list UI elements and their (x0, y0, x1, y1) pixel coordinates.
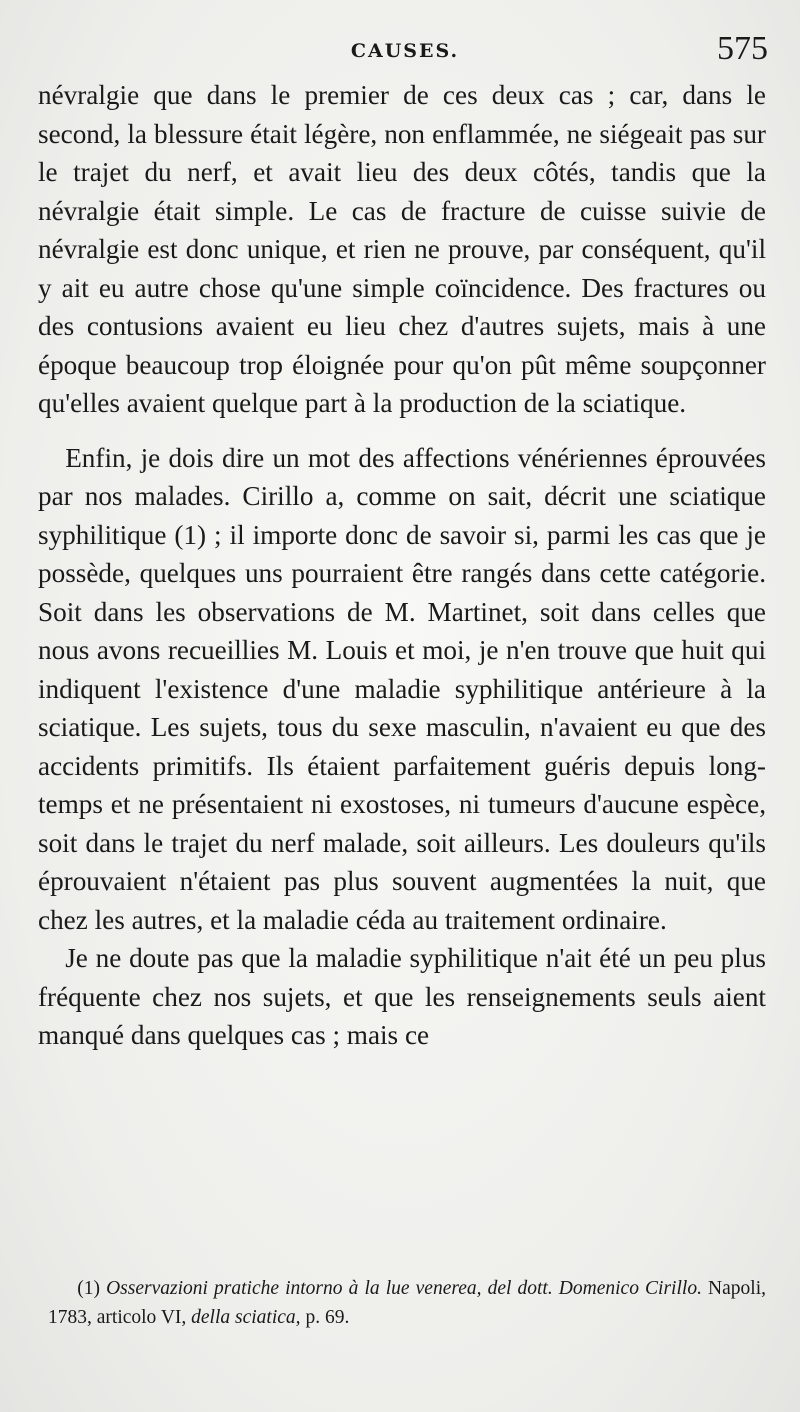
footnote-page: p. 69. (305, 1307, 350, 1328)
paragraph-syphilis-frequency: Je ne doute pas que la maladie syphilitique n'ait été un peu plus fréquente chez nos sujets, et que les renseignements seuls aient manqué dans quelques cas ; mais ce (38, 943, 766, 1050)
footnote-title: Osservazioni pratiche intorno à la lue venerea, del dott. Domenico Cirillo. (106, 1278, 702, 1299)
footnote-section: della sciatica, (191, 1307, 301, 1328)
footnote (48, 1274, 766, 1332)
footnote-publication: Napoli, 1783, articolo VI, (48, 1278, 766, 1328)
paragraph-continuation: névralgie que dans le premier de ces deux cas ; car, dans le second, la blessure était légère, non enflammée, ne siégeait pas sur le trajet du nerf, et avait lieu des deux côtés, tandis que la névralgie était simple. Le cas de fracture de cuisse suivie de névralgie est donc unique, et rien ne prouve, par conséquent, qu'il y ait eu autre chose qu'une simple coïncidence. Des fractures ou des contusions avaient eu lieu chez d'autres sujets, mais à une époque beaucoup trop éloignée pour qu'on pût même soupçonner qu'elles avaient quelque part à la production de la sciatique. (38, 80, 766, 418)
footnote-marker: (1) (77, 1278, 100, 1299)
page-header (40, 30, 770, 80)
body-text (38, 76, 766, 1055)
page-number: 575 (717, 30, 768, 67)
running-head: CAUSES. (350, 40, 460, 62)
paragraph-venereal-affections: Enfin, je dois dire un mot des affections vénériennes éprouvées par nos malades. Cirillo a, comme on sait, décrit une sciatique syphilitique (1) ; il importe donc de savoir si, parmi les cas que je possède, quelques uns pourraient être rangés dans cette catégorie. Soit dans les observations de M. Martinet, soit dans celles que nous avons recueillies M. Louis et moi, je n'en trouve que huit qui indiquent l'existence d'une maladie syphilitique antérieure à la sciatique. Les sujets, tous du sexe masculin, n'avaient eu que des accidents primitifs. Ils étaient parfaitement guéris depuis long-temps et ne présentaient ni exostoses, ni tumeurs d'aucune espèce, soit dans le trajet du nerf malade, soit ailleurs. Les douleurs qu'ils éprouvaient n'étaient pas plus souvent augmentées la nuit, que chez les autres, et la maladie céda au traitement ordinaire. (38, 442, 766, 935)
